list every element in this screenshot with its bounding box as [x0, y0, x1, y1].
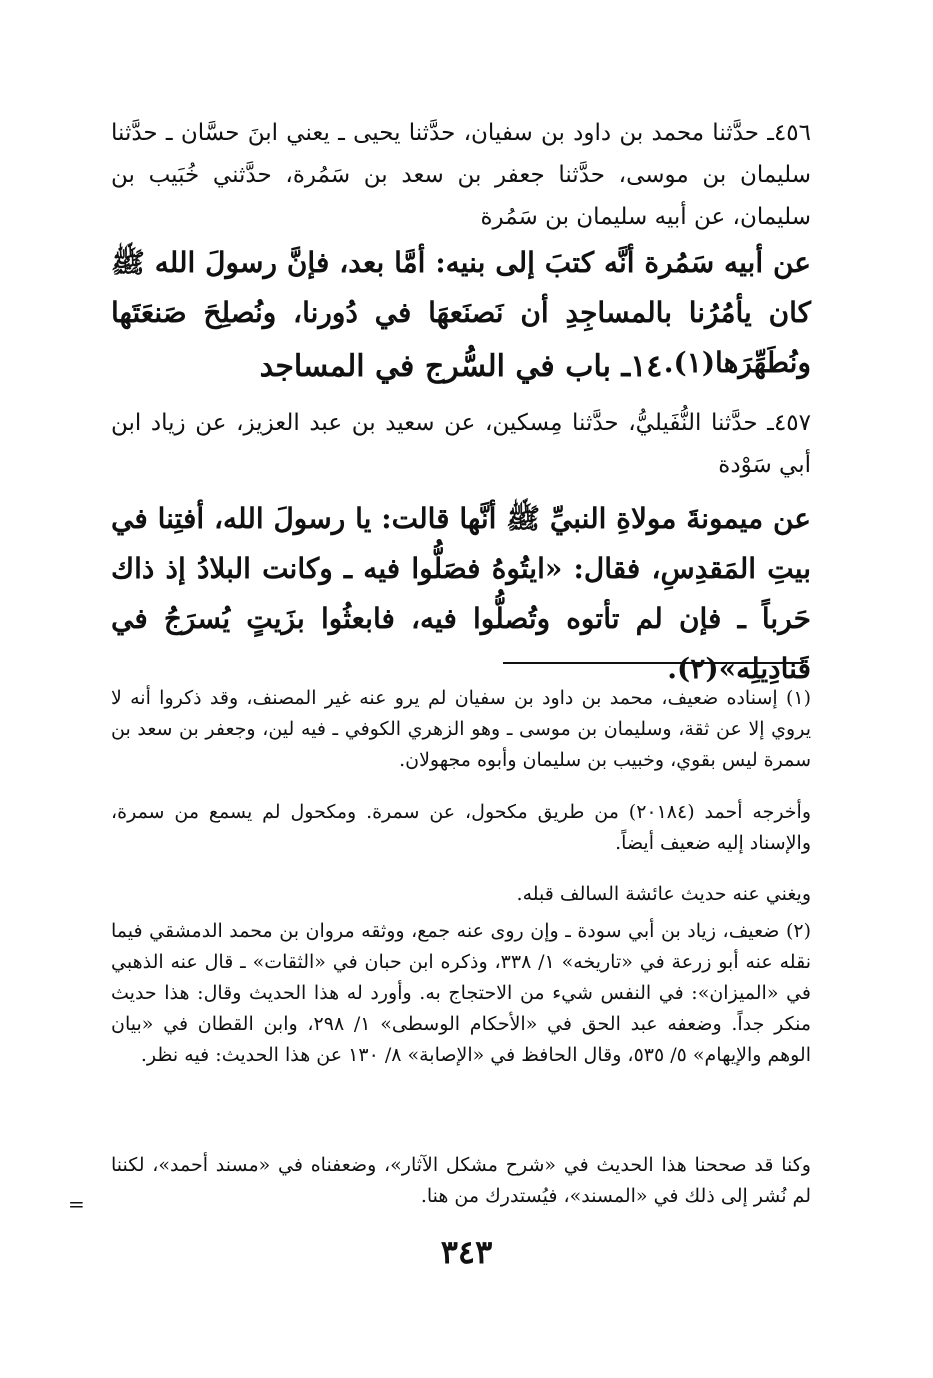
footnote-separator [503, 662, 803, 664]
hadith-457-matn: عن ميمونةَ مولاةِ النبيِّ ﷺ أنَّها قالت: يا رسولَ الله، أفتِنا في بيتِ المَقدِسِ، فقال: «ايتُوهُ فصَلُّوا فيه ـ وكانت البلادُ إذ ذاك حَرباً ـ فإن لم تأتوه وتُصلُّوا فيه، فابعثُوا بزَيتٍ يُسرَجُ في قَنادِيلِه»(٢). [111, 502, 811, 685]
hadith-456-isnad: ٤٥٦ـ حدَّثنا محمد بن داود بن سفيان، حدَّثنا يحيى ـ يعني ابنَ حسَّان ـ حدَّثنا سليمان بن موسى، حدَّثنا جعفر بن سعد بن سَمُرة، حدَّثني خُبَيب بن سليمان، عن أبيه سليمان بن سَمُرة [111, 120, 811, 230]
footnote-1-takhrij: وأخرجه أحمد (٢٠١٨٤) من طريق مكحول، عن سمرة. ومكحول لم يسمع من سمرة، والإسناد إليه ضعيف أيضاً. [111, 801, 812, 854]
footnote-1-note: ويغني عنه حديث عائشة السالف قبله. [516, 883, 811, 905]
page-number: ٣٤٣ [440, 1233, 493, 1271]
chapter-heading: ١٤ـ باب في السُّرج في المساجد [259, 349, 663, 384]
hadith-457-isnad: ٤٥٧ـ حدَّثنا النُّفَيليُّ، حدَّثنا مِسكين، عن سعيد بن عبد العزيز، عن زياد ابن أبي سَوْدة [111, 410, 811, 478]
footnote-2: (٢) ضعيف، زياد بن أبي سودة ـ وإن روى عنه جمع، ووثقه مروان بن محمد الدمشقي فيما نقله عنه أبو زرعة في «تاريخه» ١/ ٣٣٨، وذكره ابن حبان في «الثقات» ـ قال عنه الذهبي في «الميزان»: في النفس شيء من الاحتجاج به. وأورد له هذا الحديث وقال: هذا حديث منكر جداً. وضعفه عبد الحق في «الأحكام الوسطى» ١/ ٢٩٨، وابن القطان في «بيان الوهم والإيهام» ٥/ ٥٣٥، وقال الحافظ في «الإصابة» ٨/ ١٣٠ عن هذا الحديث: فيه نظر. [111, 920, 811, 1066]
hadith-456-matn: عن أبيه سَمُرة أنَّه كتبَ إلى بنيه: أمَّا بعد، فإنَّ رسولَ الله ﷺ كان يأمُرُنا بالمساجِدِ أن نَصنَعهَا في دُورنا، ونُصلِحَ صَنعَتَها ونُطَهِّرَها(١). [111, 246, 811, 379]
footnote-1: (١) إسناده ضعيف، محمد بن داود بن سفيان لم يرو عنه غير المصنف، وقد ذكروا أنه لا يروي إلا عن ثقة، وسليمان بن موسى ـ وهو الزهري الكوفي ـ فيه لين، وجعفر بن سعد بن سمرة ليس بقوي، وخبيب بن سليمان وأبوه مجهولان. [111, 687, 811, 771]
footnote-2-note: وكنا قد صححنا هذا الحديث في «شرح مشكل الآثار»، وضعفناه في «مسند أحمد»، لكننا لم نُشر إلى ذلك في «المسند»، فيُستدرك من هنا. [111, 1154, 811, 1207]
continuation-mark: = [68, 1192, 85, 1216]
